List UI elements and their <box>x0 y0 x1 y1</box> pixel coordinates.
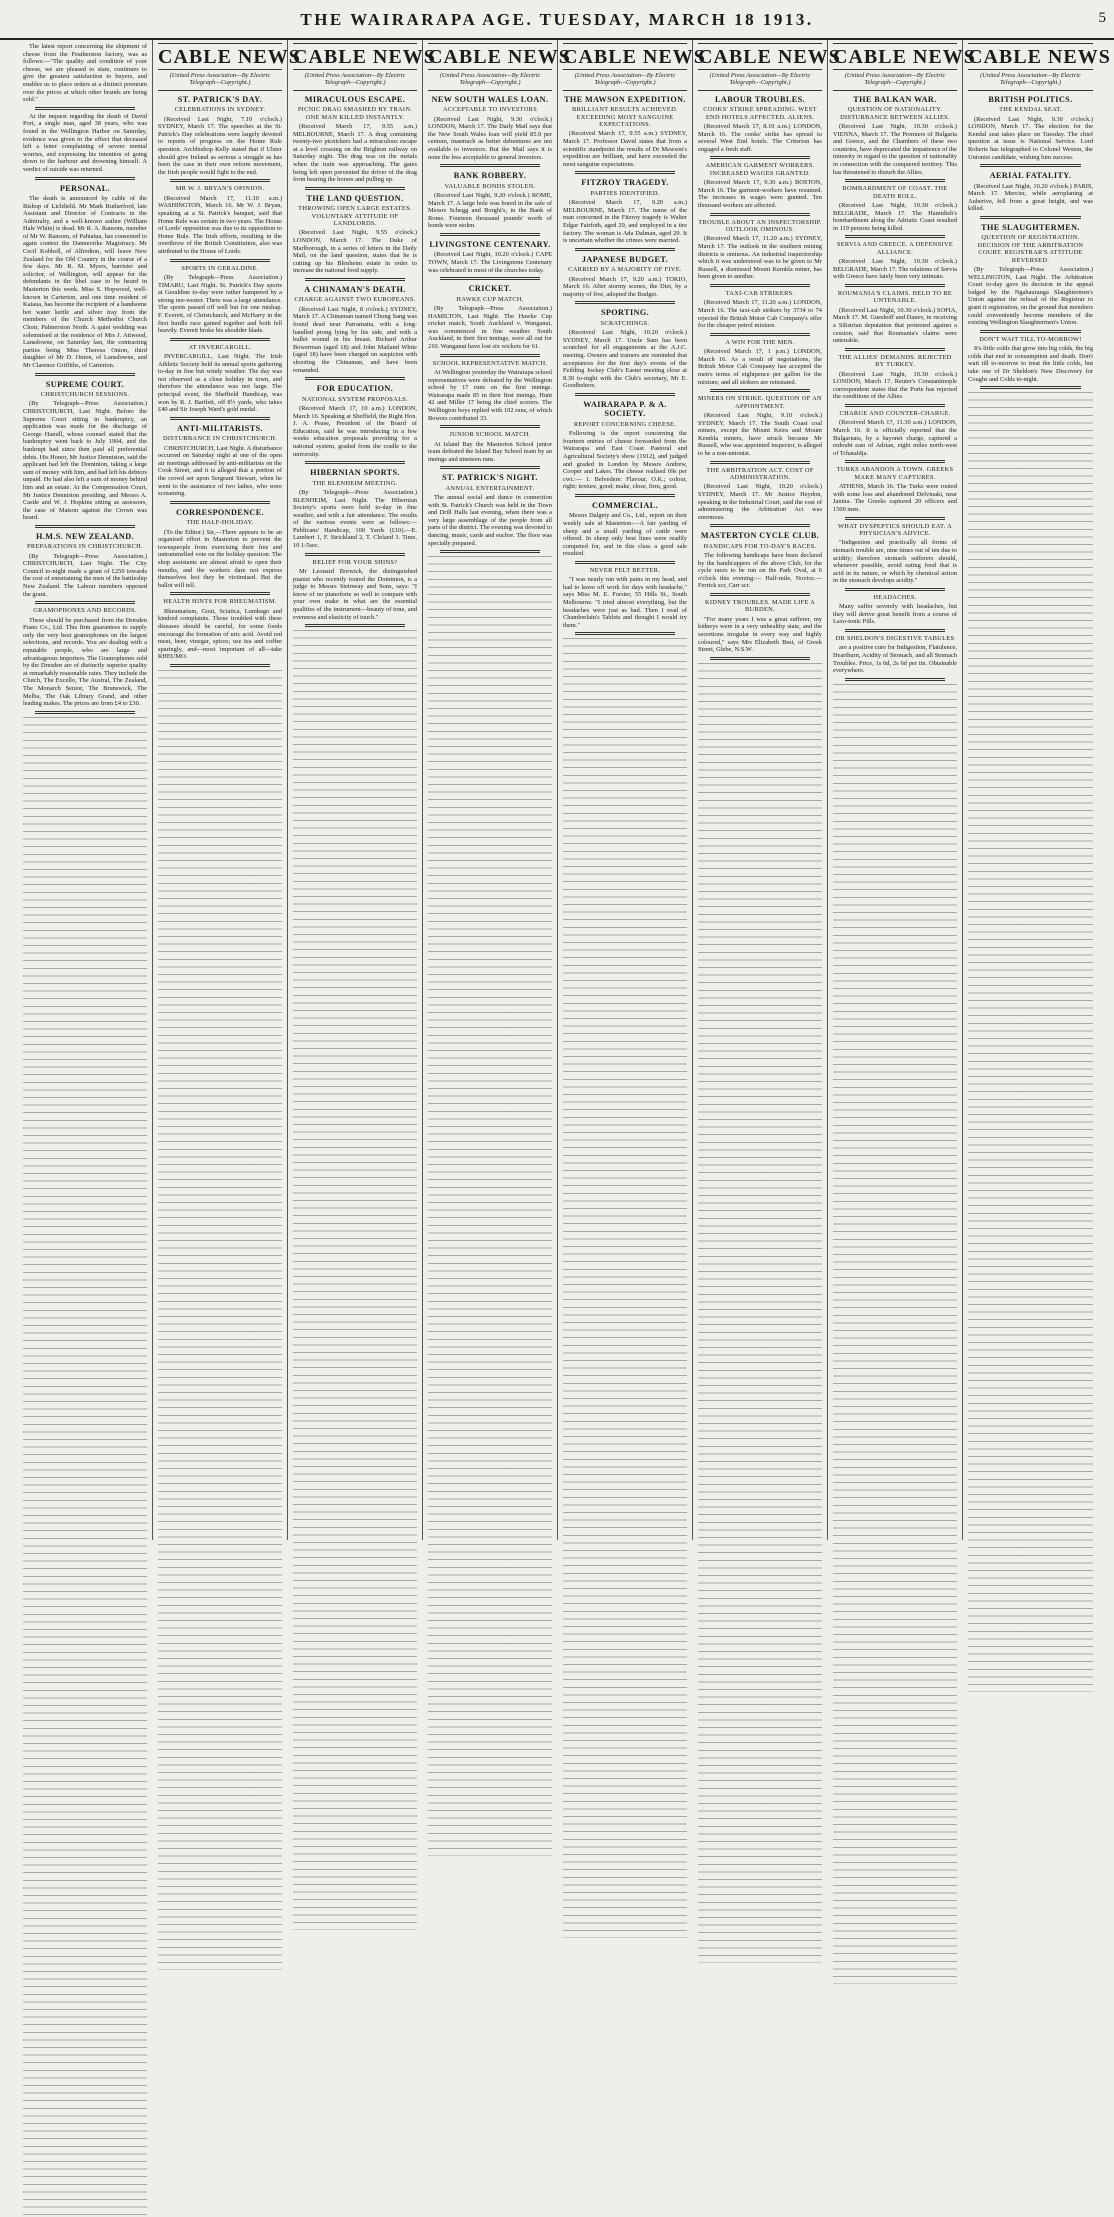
article-body: (Received Last Night, 10.30 o'clock.) BELGRADE, March 17. The relations of Servia with Greece have lately been very intimate. <box>833 258 957 281</box>
article-subheading: QUESTION OF NATIONALITY. DISTURBANCE BETWEEN ALLIES. <box>840 106 950 121</box>
continued-text-block <box>293 630 417 1930</box>
article-divider <box>170 417 270 420</box>
article-body: (By Telegraph—Press Association.) HAMILTON, Last Night. The Hawke Cup cricket match, South Auckland v. Wanganui, was commenced in fine weather. South Auckland, in their first innings, were all out for 210. Wanganui have lost six wickets for 61. <box>428 304 552 350</box>
article-subheading: ANNUAL ENTERTAINMENT. <box>445 484 535 492</box>
article <box>428 360 552 423</box>
continued-text-block <box>428 556 552 1856</box>
article-heading: A CHINAMAN'S DEATH. <box>304 284 406 294</box>
article <box>428 284 552 350</box>
press-credit: (United Press Association—By Electric Telegraph—Copyright.) <box>574 72 676 87</box>
continued-text-block <box>563 638 687 1938</box>
article-heading: H.M.S. NEW ZEALAND. <box>36 531 134 541</box>
article-divider <box>980 386 1081 389</box>
article <box>968 223 1093 327</box>
article-body: Rheumatism, Gout, Sciatica, Lumbago and kindred complaints. Those troubled with these diseases should be careful, for some foods encourage the formation of uric acid. Avoid red meat, beer, vinegar, spices; use tea and coffee sparingly, and—most important of all—take RHEUMO. <box>158 607 282 661</box>
continued-text-block <box>158 670 282 1970</box>
article <box>23 184 147 370</box>
article-body: (Received Last Night, 8 o'clock.) SYDNEY, March 17. A Chinaman named Chong Sang was found dead near Parramatta, with a long-handled prong lying by his side, and with a bullet wound in his breast. Richard Arthur Bowerman (aged 18) and John Matland White (aged 18) have been charged on suspicion with shooting the Chinaman, and have been remanded. <box>293 305 417 374</box>
article-subheading: DISTURBANCE IN CHRISTCHURCH. <box>162 435 278 443</box>
article-body: (To the Editor.) Sir,—There appears to be an organised effort in Masterton to prevent the townspeople from exercising their free and untrammelled vote on the holiday question. The shop assistants are almost afraid to open their mouths, and the workers dare not express themselves lest they be victimised. But the ballot will tell. <box>158 528 282 589</box>
article-body: (Received March 17, 9.55 a.m.) MELBOURNE, March 17. A drag containing twenty-two picnickers had a miraculous escape at a level crossing on the Brighton railway on Saturday night. The drag was on the metals when the train was approaching. The gates being left open prevented the driver of the drag from hearing the horses and pulling up. <box>293 123 417 184</box>
article-divider <box>170 179 270 182</box>
article <box>428 171 552 230</box>
article-body: (Received March 17, 9.30 a.m.) BOSTON, March 16. The garment-workers have resumed. The increases in wages were granted. Ten thousand workers are affected. <box>698 179 822 209</box>
article-subheading: QUESTION OF REGISTRATION. DECISION OF THE ARBITRATION COURT. REGISTRAR'S ATTITUDE REVERSED. <box>977 234 1084 264</box>
article-body: The latest report concerning the shipment of cheese from the Featherston factory, was as follows:—"The quality and condition of your cheese, we are pleased to state, continues to give the greatest satisfaction to buyers, and enables us to place orders at a distinct premium over the prices at which other brands are being sold." <box>23 43 147 104</box>
article-divider <box>575 494 675 497</box>
article-body: (Received March 17, 11.20 a.m.) SYDNEY, March 17. The outlook in the southern mining districts is ominous. An industrial inspectorship which it was understood was to be given to Mr Russell, a dismissed Mount Kembla miner, has been given to another. <box>698 235 822 281</box>
article-body: (Received Last Night, 9.20 o'clock.) ROME, March 17. A large hole was bored in the safe of Messrs Schegg and Borghi's, in the Bank of Rome. Fourteen thousand pounds' worth of bonds were stolen. <box>428 192 552 230</box>
article-heading: BANK ROBBERY. <box>453 171 527 181</box>
article-divider <box>980 164 1081 167</box>
article-body: The annual social and dance in connection with St. Patrick's Church was held in the Town and Drill Halls last evening, when there was a very large assemblage of the people from all parts of the district. The evening was devoted to dancing, music, cards and euchre. The floor was specially prepared. <box>428 494 552 547</box>
article-heading: HIBERNIAN SPORTS. <box>310 468 400 478</box>
article <box>968 336 1093 383</box>
article-body: At the inquest regarding the death of David Port, a single man, aged 38 years, who was found in the Wellington Harbor on Saturday, evidence was given to the effect that deceased left a letter complaining of severe mental worries, and expressing his intention of going down to the harbour and drowning himself. A verdict of suicide was returned. <box>23 112 147 173</box>
article-heading: CRICKET. <box>468 284 512 294</box>
article-subheading: DR SHELDON'S DIGESTIVE TABULES <box>835 635 955 643</box>
article-divider <box>845 678 945 681</box>
article-body: (Received Last Night, 10.30 o'clock.) SOFIA, March 17. M. Gueshoff and Danev, in receiving a Silistrian deputation that protested against a cession, said that Roumania's claims were untenable. <box>833 306 957 345</box>
article-divider <box>710 593 810 596</box>
article-divider <box>710 213 810 216</box>
article <box>158 344 282 414</box>
article <box>563 501 687 558</box>
article-divider <box>35 525 135 528</box>
article-subheading: REPORT CONCERNING CHEESE. <box>573 420 677 428</box>
article-divider <box>35 711 135 714</box>
article-body: Many suffer severely with headaches, but they will derive great benefit from a course of Laxo-tonic Pills. <box>833 603 957 626</box>
article-divider <box>845 588 945 591</box>
article <box>428 431 552 463</box>
article-heading: ANTI-MILITARISTS. <box>176 423 264 433</box>
page-number: 5 <box>1098 10 1106 26</box>
article <box>158 95 282 177</box>
article-heading: THE BALKAN WAR. <box>853 94 937 104</box>
article <box>293 194 417 275</box>
article-heading: COMMERCIAL. <box>591 500 659 510</box>
article-body: (Received Last Night, 9.55 o'clock.) LONDON, March 17. The Duke of Marlborough, in a series of letters in the Daily Mail, on the land question, states that he is cutting up his Blenheim estate in order to increase the national food supply. <box>293 229 417 275</box>
article-heading: MASTERTON CYCLE CLUB. <box>700 531 820 541</box>
article <box>563 308 687 390</box>
article-subheading: THE ARBITRATION ACT. COST OF ADMINISTRATION. <box>706 466 814 481</box>
article-subheading: HEADACHES. <box>873 593 917 601</box>
article-heading: ST. PATRICK'S NIGHT. <box>442 473 538 483</box>
article-heading: AERIAL FATALITY. <box>989 171 1072 181</box>
article-subheading: ACCEPTABLE TO INVESTORS <box>442 106 538 114</box>
article-body: (Received March 17, 1 p.m.) LONDON, March 16. As a result of negotiations, the British Motor Cab Company has accepted the men's terms of eightpence per gallon for the mixture, and all strikers are reinstated. <box>698 348 822 386</box>
article-subheading: TROUBLE ABOUT AN INSPECTORSHIP. OUTLOOK OMINOUS. <box>698 218 822 233</box>
article-subheading: AT INVERCARGILL. <box>188 343 252 351</box>
article <box>293 384 417 458</box>
column-7 <box>828 40 976 1540</box>
article-divider <box>575 632 675 635</box>
article <box>833 466 957 513</box>
press-credit: (United Press Association—By Electric Telegraph—Copyright.) <box>439 72 541 87</box>
divider <box>698 90 822 91</box>
article-heading: FITZROY TRAGEDY. <box>581 178 669 188</box>
article <box>563 178 687 244</box>
article <box>698 95 822 154</box>
article-body: The following handicaps have been declared by the handicappers of the above Club, for the cycle races to be run on the Park Oval, at 6 o'clock this evening:— Half-mile, Novice.—Ferrick scr, Carr scr. <box>698 552 822 590</box>
article-divider <box>845 629 945 632</box>
article-divider <box>305 624 405 627</box>
article-subheading: HANDICAPS FOR TO-DAY'S RACES. <box>703 542 817 550</box>
article-subheading: A WIN FOR THE MEN. <box>725 338 795 346</box>
article-subheading: PICNIC DRAG SMASHED BY TRAIN. ONE MAN KILLED INSTANTLY. <box>297 106 413 121</box>
article-subheading: MINERS ON STRIKE. QUESTION OF AN APPOINTMENT. <box>698 395 822 410</box>
column-1 <box>18 40 153 1540</box>
article-body: ATHENS, March 16. The Turks were routed with some loss and abandoned Delvinaki, near Janina. The Greeks captured 20 officers and 1500 men. <box>833 483 957 513</box>
article <box>158 185 282 255</box>
article-heading: PERSONAL. <box>59 183 111 193</box>
article-subheading: CARRIED BY A MAJORITY OF FIVE. <box>568 266 682 274</box>
page-header <box>0 0 1114 40</box>
article-subheading: CHARGE AND COUNTER-CHARGE. <box>839 409 951 417</box>
article-divider <box>575 301 675 304</box>
article <box>293 468 417 550</box>
press-credit: (United Press Association—By Electric Telegraph—Copyright.) <box>844 72 946 87</box>
article <box>23 43 147 104</box>
article-subheading: DON'T WAIT TILL TO-MORROW! <box>979 335 1082 343</box>
cable-news-title: CABLE NEWS <box>968 43 1093 70</box>
article-divider <box>170 338 270 341</box>
continued-text-block <box>968 392 1093 1692</box>
article-body: (By Telegraph—Press Association.) CHRISTCHURCH, Last Night. The City Council to-night made a grant of £250 towards the cost of entertaining the men of the battleship New Zealand. The Labour members opposed the grant. <box>23 552 147 598</box>
column-3 <box>288 40 436 1540</box>
article-divider <box>710 657 810 660</box>
article-body: "Indigestion and practically all forms of stomach trouble are, nine times out of ten due to acidity; therefore stomach sufferers should, whenever possible, avoid eating food that is acid in its nature, or which by chemical action in the stomach develops acidity." <box>833 539 957 585</box>
article <box>23 532 147 598</box>
press-credit: (United Press Association—By Electric Telegraph—Copyright.) <box>169 72 271 87</box>
article <box>23 113 147 174</box>
article-body: It's little colds that grow into big colds, the big colds that end in consumption and death. Don't wait till to-morrow to treat the little colds, but take one of Dr Sheldon's New Discovery for Coughs and Colds to-night. <box>968 345 1094 383</box>
divider <box>833 90 957 91</box>
article-divider <box>35 601 135 604</box>
article-subheading: HEALTH HINTS FOR RHEUMATISM. <box>163 598 277 606</box>
article-body: (Received March 17, 9.55 a.m.) SYDNEY, March 17. Professor David states that from a scientific standpoint the results of Dr Mawson's expedition are brilliant, and have exceeded the most sanguine expectations. <box>563 130 687 168</box>
article <box>23 380 147 522</box>
article-body: (Received Last Night, 10.30 o'clock.) VIENNA, March 17. The Premiers of Bulgaria and Greece, and the Chambers of these two countries, have deprecated the impatience of the minority in regard to the question of nationality in connection with the conquered territory. This has threatened to disturb the Allies. <box>833 123 957 176</box>
article-divider <box>440 277 540 280</box>
article-divider <box>710 524 810 527</box>
article-body: (Received Last Night, 10.20 o'clock.) CAPE TOWN, March 17. The Livingstone Centenary was celebrated in most of the churches today. <box>428 251 552 274</box>
article-body: At Wellington yesterday the Wairarapa school representatives were defeated by the Wellington school by 17 runs on the first innings. Wairarapa made 85 in their first innings, Hunt 42 and Miller 17 being the chief scorers. The Wellington boys replied with 102 runs, of which Bowers contributed 33. <box>428 368 552 422</box>
article-body: (By Telegraph—Press Association.) BLENHEIM, Last Night. The Hibernian Society's sports were held to-day in fine weather, and with a fair attendance. The results of the various events were as follows:— Publicans' Handicap, 100 Yards (£10).—E. Lambert 1, F. Strickland 2, T. Cleland 3. Time, 10 1-5sec. <box>293 488 417 550</box>
newspaper-columns <box>18 40 1111 1540</box>
article-divider <box>575 171 675 174</box>
article-body: "I was nearly run with pains in my head, and had to leave off work for days with headache," says Miss M. E. Forster, 55 Hills St., South Melbourne. "I tried almost everything, but the headaches were just as bad. Then I read of Chamberlain's Tablets and thought I would try them." <box>563 576 687 629</box>
article-subheading: ROUMANIA'S CLAIMS. HELD TO BE UNTENABLE. <box>837 289 953 305</box>
article-body: (Received March 17, 8.10 a.m.) LONDON, March 16. The cooks' strike has spread to several West End hotels. The Criterion has engaged a fresh staff. <box>698 123 822 153</box>
article <box>158 424 282 498</box>
article-heading: WAIRARAPA P. & A. SOCIETY. <box>583 399 667 419</box>
article <box>563 567 687 630</box>
cable-news-title: CABLE NEWS <box>698 43 822 70</box>
article-divider <box>305 461 405 464</box>
article <box>968 95 1093 161</box>
article-body: (Received Last Night, 10.20 o'clock.) SYDNEY, March 17. Uncle Sam has been scratched for all engagements at the A.J.C. meeting. Owners and trainers are reminded that acceptances for the first day's events of the Feilding Jockey Club's Easter meeting close at 8.30 to-night with the Club's secretary, Mr E. Goodbehere. <box>563 329 687 390</box>
article-body: (Received March 17, 11.30 a.m.) LONDON, March 16. It is officially reported that the Bulgarians, by a bayonet charge, captured a redoubt east of Adrian, eight miles north-west of Tchataldja. <box>833 419 957 457</box>
article-heading: ST. PATRICK'S DAY. <box>177 94 263 104</box>
article-body: (Received Last Night, 9.30 o'clock.) LONDON, March 17. The election for the Kendal seat takes place on Tuesday. The chief question at issue is National Service. Lord Roberts has telegraphed to Colonel Weston, the Unionist candidate, wishing him success. <box>968 115 1093 161</box>
article-divider <box>845 284 945 287</box>
divider <box>968 90 1093 91</box>
article-subheading: SCRATCHINGS. <box>600 319 650 327</box>
article-divider <box>35 107 135 110</box>
article-subheading: SCHOOL REPRESENTATIVE MATCH. <box>432 359 548 367</box>
article-subheading: GRAMOPHONES AND RECORDS. <box>33 607 137 615</box>
article-divider <box>575 248 675 251</box>
article-subheading: SERVIA AND GREECE. A DEFENSIVE ALLIANCE. <box>836 241 954 256</box>
article-heading: THE MAWSON EXPEDITION. <box>564 94 686 104</box>
article-subheading: VALUABLE BONDS STOLEN. <box>444 182 536 190</box>
article-subheading: PARTIES IDENTIFIED. <box>590 189 660 197</box>
article-subheading: MR W. J. BRYAN'S OPINION. <box>175 185 265 193</box>
article <box>293 559 417 622</box>
article-subheading: THROWING OPEN LARGE ESTATES. VOLUNTARY ATTITUDE OF LANDLORDS. <box>298 205 412 227</box>
column-2 <box>153 40 301 1540</box>
article <box>968 171 1093 213</box>
article <box>833 635 957 675</box>
article-subheading: WHAT DYSPEPTICS SHOULD EAT. A PHYSICIAN'S ADVICE. <box>837 522 953 537</box>
article-divider <box>170 664 270 667</box>
article-divider <box>440 233 540 236</box>
article-heading: THE SLAUGHTERMEN. <box>981 222 1080 232</box>
article <box>833 185 957 232</box>
article-body: The death is announced by cable of the Bishop of Lichfield. Mr Mark Rutherford, late Assistant and Director of Contracts in the Admiralty, and a well-known author (William Hale White) is dead. Mr R. A. Ransom, member of Mr W. Ransom, of Pahiatua, has consented to again contest the Dannevirke Magistracy. Mr Cecil Kobbell, of Alfredton, will leave New Zealand for the Old Country in the course of a few days. Mr R. M. Myers, barrister and solicitor, of Wellington, will appear for the defendants in the libel case to be heard in Masterton this week. Miss S. Hopwood, well-known in Carterton, and one time resident of Kaiaua, has become the recipient of a handsome hot water kettle and silver tray from the members of the Church Methodist Church Choir, Palmerston North. A quiet wedding was solemnised at the residence of Mrs J. Attwood, Lansdowne, on Saturday last, the contracting parties being Miss Theresa Onion, third daughter of Mr D. Onion, of Lansdowne, and Mr Clarence Griffiths, of Carterton. <box>23 194 147 369</box>
article-subheading: THE BLENHEIM MEETING. <box>312 479 398 487</box>
article-divider <box>710 156 810 159</box>
article-subheading: KIDNEY TROUBLES. MADE LIFE A BURDEN. <box>704 599 816 614</box>
divider <box>563 90 687 91</box>
press-credit: (United Press Association—By Electric Telegraph—Copyright.) <box>980 72 1081 87</box>
article-body: (Received March 17, 10 a.m.) LONDON, March 16. Speaking at Sheffield, the Right Hon. J. A. Pease, President of the Board of Education, said he was introducing in a few weeks education proposals providing for a national system, graded from the cradle to the university. <box>293 404 417 458</box>
article-subheading: RELIEF FOR YOUR SHINS? <box>312 558 398 566</box>
article-subheading: PREPARATIONS IN CHRISTCHURCH. <box>27 543 143 551</box>
article-subheading: BRILLIANT RESULTS ACHIEVED. EXCEEDING MOST SANGUINE EXPECTATIONS. <box>572 106 678 129</box>
column-4 <box>423 40 571 1540</box>
article <box>563 400 687 491</box>
article-divider <box>35 373 135 376</box>
article-subheading: TAXI-CAB STRIKERS. <box>725 289 795 297</box>
article-body: (Received Last Night, 9.10 o'clock.) SYDNEY, March 17. The South Coast coal miners, except the Mount Keira and Mount Kembla miners, have struck because Mr Russell, who was appointed inspector, is alleged to be a non-unionist. <box>698 411 822 457</box>
continued-text-block <box>23 717 147 2217</box>
article-subheading: CHARGE AGAINST TWO EUROPEANS. <box>294 296 416 304</box>
article-body: (Received March 17, 9.20 a.m.) MELBOURNE, March 17. The name of the man concerned in the Fitzroy tragedy is Walter Edgar Fairfoth, aged 29, and employed in a tire factory. The woman is Ada Dalman, aged 29. It is uncertain whether the crimes were married. <box>563 199 687 245</box>
article-body: Following is the report concerning the fourteen entries of cheese forwarded from the Wairarapa and East Coast Pastoral and Agricultural Society's show (1912), and judged and graded in London by Messrs Andrew, Cooper and Lakes. The cheese realised 69s per cwt.:— 1. Belvedere: Flavour, O.K.; colour, right; texture, good; make, close, firm, good. <box>563 430 687 491</box>
article <box>833 523 957 585</box>
article <box>698 219 822 281</box>
article <box>293 95 417 184</box>
article <box>833 290 957 345</box>
article <box>698 162 822 209</box>
article <box>428 240 552 274</box>
article-divider <box>305 187 405 190</box>
article-subheading: CELEBRATIONS IN SYDNEY. <box>174 106 266 114</box>
article-divider <box>305 553 405 556</box>
article-subheading: THE ALLIES' DEMANDS. REJECTED BY TURKEY. <box>838 353 952 369</box>
article <box>428 473 552 547</box>
article-body: (Received Last Night, 10.20 o'clock.) PARIS, March 17. Mercier, while aeroplaning at Auberive, fell from a great height, and was killed. <box>968 182 1093 213</box>
article <box>293 285 417 374</box>
article-body: "For many years I was a great sufferer, my kidneys were in a very unhealthy state, and the secretions irregular in every way and highly coloured," says Mrs Elizabeth Best, of Greek Street, Glebe, N.S.W. <box>698 615 822 654</box>
article-subheading: JUNIOR SCHOOL MATCH. <box>449 431 531 439</box>
article-divider <box>980 330 1081 333</box>
article-heading: THE LAND QUESTION. <box>306 193 404 203</box>
article-subheading: THE KENDAL SEAT. <box>999 106 1062 114</box>
masthead: THE WAIRARAPA AGE. TUESDAY, MARCH 18 1913. <box>300 10 814 29</box>
article-subheading: BOMBARDMENT OF COAST. THE DEATH ROLL. <box>842 185 948 200</box>
article-divider <box>845 460 945 463</box>
article <box>563 95 687 169</box>
continued-text-block <box>833 684 957 1984</box>
article-divider <box>575 393 675 396</box>
article-body: (Received Last Night, 10.30 o'clock.) BELGRADE, March 17. The Hamidieh's bombardment along the Adriatic Coast resulted in 119 persons being killed. <box>833 202 957 232</box>
article <box>833 410 957 457</box>
article <box>158 598 282 661</box>
article-divider <box>170 259 270 262</box>
continued-text-block <box>698 663 822 1963</box>
article-subheading: SPORTS IN GERALDINE. <box>181 264 259 272</box>
article-body: (Received March 17, 9.20 a.m.) TOKIO, March 16. After stormy scenes, the Diet, by a majority of five, adopted the Budget. <box>563 275 687 298</box>
article-divider <box>710 389 810 392</box>
article <box>23 607 147 708</box>
article-subheading: NATIONAL SYSTEM PROPOSALS. <box>301 395 409 403</box>
cable-news-title: CABLE NEWS <box>563 43 687 70</box>
article-divider <box>170 592 270 595</box>
cable-news-title: CABLE NEWS <box>293 43 417 70</box>
article-divider <box>845 179 945 182</box>
divider <box>158 90 282 91</box>
article-body: (Received March 17, 11.20 a.m.) LONDON, March 16. The taxi-cab strikers by 3734 to 74 rejected the British Motor Cab Company's offer for the cheaper petrol mixture. <box>698 299 822 330</box>
article-body: CHRISTCHURCH, Last Night. A disturbance occurred on Saturday night at one of the open air meetings addressed by anti-militarists on the Cook Street, and it is alleged that a portion of the crowd set upon Sergeant Stewart, when he went to the assistance of two ladies, who were screaming. <box>158 444 282 498</box>
divider <box>428 90 552 91</box>
press-credit: (United Press Association—By Electric Telegraph—Copyright.) <box>709 72 811 87</box>
column-5 <box>558 40 706 1540</box>
article-divider <box>845 517 945 520</box>
article <box>698 531 822 590</box>
article-subheading: NEVER FELT BETTER. <box>589 566 661 574</box>
cable-news-title: CABLE NEWS <box>428 43 552 70</box>
article-body: are a positive cure for Indigestion, Flatulence, Heartburn, Acidity of Stomach, and all Stomach Troubles. Price, 1s 6d, 2s 6d per tin. Obtainable everywhere. <box>833 644 957 675</box>
article-heading: LABOUR TROUBLES. <box>715 94 805 104</box>
cable-news-title: CABLE NEWS <box>158 43 282 70</box>
article-heading: FOR EDUCATION. <box>316 384 394 394</box>
article-divider <box>710 284 810 287</box>
article-body: These should be purchased from the Dresden Piano Co., Ltd. This firm guarantees to supply only the very best gramophones on the largest selections, and records. You are dealing with a reputable people, who are large and advantageous importers. The Gramophones sold by the Dresden are of distinctly superior quality at remarkably reasonable rates. They include the Clutch, The Excello, The Austral, The Zealand, The Monarch Senior, The Brunswick, The Melba, The Oak Library Grand, and other leading makes. The prices are from £4 to £30. <box>23 616 147 708</box>
article-body: (Received Last Night, 7.10 o'clock.) SYDNEY, March 17. The speeches at the St. Patrick's Day celebrations were largely devoted to reports of progress on the Home Rule question. Archbishop Kelly stated that if Ulster should give Ireland as serious a struggle as has been the case in their own reform movement, the Irish people would fight to the end. <box>158 115 282 176</box>
article-divider <box>305 377 405 380</box>
article-divider <box>845 235 945 238</box>
article-divider <box>845 348 945 351</box>
article-body: (Received Last Night, 9.30 o'clock.) LONDON, March 17. The Daily Mail says that the New South Wales loan will yield 85.9 per centum, inasmuch as better debentures are not available to investors. But the Mail says it is none the less acceptable to general investors. <box>428 115 552 161</box>
article <box>563 255 687 299</box>
article-divider <box>710 461 810 464</box>
article-divider <box>845 404 945 407</box>
article-divider <box>980 216 1081 219</box>
article <box>158 508 282 590</box>
article <box>833 95 957 176</box>
article-body: Mr Leonard Borwick, the distinguished pianist who recently toured the Dominion, is a judge to Messrs Steinway and Sons, says: "I know of no pianoforte so well to compare with your own make in what are the essential qualities of the instrument—beauty of tone, and evenness and elasticity of touch." <box>293 568 417 621</box>
article-heading: NEW SOUTH WALES LOAN. <box>431 94 549 104</box>
article-subheading: HAWKE CUP MATCH. <box>456 295 524 303</box>
article-divider <box>305 278 405 281</box>
article <box>698 339 822 386</box>
article-divider <box>170 501 270 504</box>
article-divider <box>440 466 540 469</box>
article-divider <box>710 333 810 336</box>
divider <box>293 90 417 91</box>
article-body: (By Telegraph—Press Association.) CHRISTCHURCH, Last Night. Before the Supreme Court sitting in bankruptcy, an application was made for the discharge of George Hamill, whose counsel stated that the bankruptcy went back to July 1904, and the bankrupt had since then paid all preferential debts. His Honor, Mr Justice Denniston, said the applicant had left the Dominion, taking a large sum of money with him, and had left his debtors unpaid. He had also left a sum of money behind him and an estate. At the Compensation Court, Mr Justice Denniston presiding, and Messrs A. Castle and W. J. Hopkins sitting as assessors, the case of Matson against the Crown was heard. <box>23 400 147 522</box>
article <box>833 354 957 401</box>
article <box>158 265 282 335</box>
article <box>698 290 822 330</box>
article-body: (Received Last Night, 10.30 o'clock.) LONDON, March 17. Reuter's Constantinople correspondent states that the Porte has rejected the conditions of the Allies. <box>833 370 957 401</box>
article-divider <box>575 561 675 564</box>
article <box>698 467 822 522</box>
cable-news-title: CABLE NEWS <box>833 43 957 70</box>
article-subheading: COOKS' STRIKE SPREADING. WEST END HOTELS AFFECTED. ALIENS. <box>703 106 817 121</box>
article-heading: CORRESPONDENCE. <box>175 507 265 517</box>
article-heading: MIRACULOUS ESCAPE. <box>304 94 406 104</box>
article-subheading: AMERICAN GARMENT WORKERS. INCREASED WAGES GRANTED. <box>705 162 815 177</box>
article-subheading: THE HALF-HOLIDAY. <box>186 519 254 527</box>
article-heading: LIVINGSTONE CENTENARY. <box>429 239 551 249</box>
article-body: (Received Last Night, 10.20 o'clock.) SYDNEY, March 17. Mr Justice Heydon, speaking in the Industrial Court, said the cost of administering the Arbitration Act was enormous. <box>698 483 822 521</box>
article-divider <box>35 177 135 180</box>
article-divider <box>440 354 540 357</box>
article-body: (By Telegraph—Press Association.) TIMARU, Last Night. St. Patrick's Day sports at Geraldine to-day were rather hampered by a strong nor-wester. There was a large attendance. The sports passed off well but for one mishap. F. Everett, of Christchurch, and McHarry in the first hurdle race gained together and both fell heavily. Everett broke his shoulder blade. <box>158 273 282 335</box>
column-8 <box>963 40 1111 1540</box>
press-credit: (United Press Association—By Electric Telegraph—Copyright.) <box>304 72 406 87</box>
article <box>428 95 552 161</box>
article-divider <box>440 425 540 428</box>
article <box>833 594 957 626</box>
article-divider <box>440 164 540 167</box>
article-heading: BRITISH POLITICS. <box>988 94 1073 104</box>
column-6 <box>693 40 841 1540</box>
article-heading: SUPREME COURT. <box>45 379 125 389</box>
article-body: INVERCARGILL, Last Night. The Irish Athletic Society held its annual sports gathering to-day in fine but windy weather. The day was not observed as a close holiday in town, and therefore the attendance was not large. The principal event, the Sheffield Handicap, was won by R. J. Bartlett, off 8½ yards, who takes £40 and Sir Joseph Ward's gold medal. <box>158 353 282 414</box>
article-body: (By Telegraph—Press Association.) WELLINGTON, Last Night. The Arbitration Court to-day gave its decision in the appeal lodged by the Ngahauranga Slaughtermen's Union against the refusal of the Registrar to grant it registration, on the ground that members could conveniently become members of the existing Wellington Slaughtermen's Union. <box>968 266 1093 327</box>
article-body: (Received March 17, 11.10 a.m.) WASHINGTON, March 16. Mr W. J. Bryan, speaking at a St. Patrick's banquet, said that Home Rule was certain in two years. The House of Lords' opposition was due to its opposition to Home Rule. The Irish efforts, resulting in the overthrow of the British Constitution, also was attributed to the House of Lords. <box>158 194 282 255</box>
article-divider <box>440 550 540 553</box>
article <box>698 395 822 457</box>
article <box>698 599 822 654</box>
article-heading: SPORTING. <box>600 308 650 318</box>
article <box>833 241 957 281</box>
article-body: At Island Bay the Masterton School junior team defeated the Island Bay School team by an innings and nineteen runs. <box>428 440 552 463</box>
article-body: Messrs Dalgety and Co., Ltd., report on their weekly sale at Masterton:—A fair yarding of sheep and a small yarding of cattle were offered. In sheep only best lines were readily competed for, and in this class a good sale resulted. <box>563 512 687 558</box>
article-subheading: TURKS ABANDON A TOWN. GREEKS MAKE MANY CAPTURES. <box>836 466 954 481</box>
article-heading: JAPANESE BUDGET. <box>581 254 669 264</box>
article-subheading: CHRISTCHURCH SESSIONS. <box>40 390 130 398</box>
